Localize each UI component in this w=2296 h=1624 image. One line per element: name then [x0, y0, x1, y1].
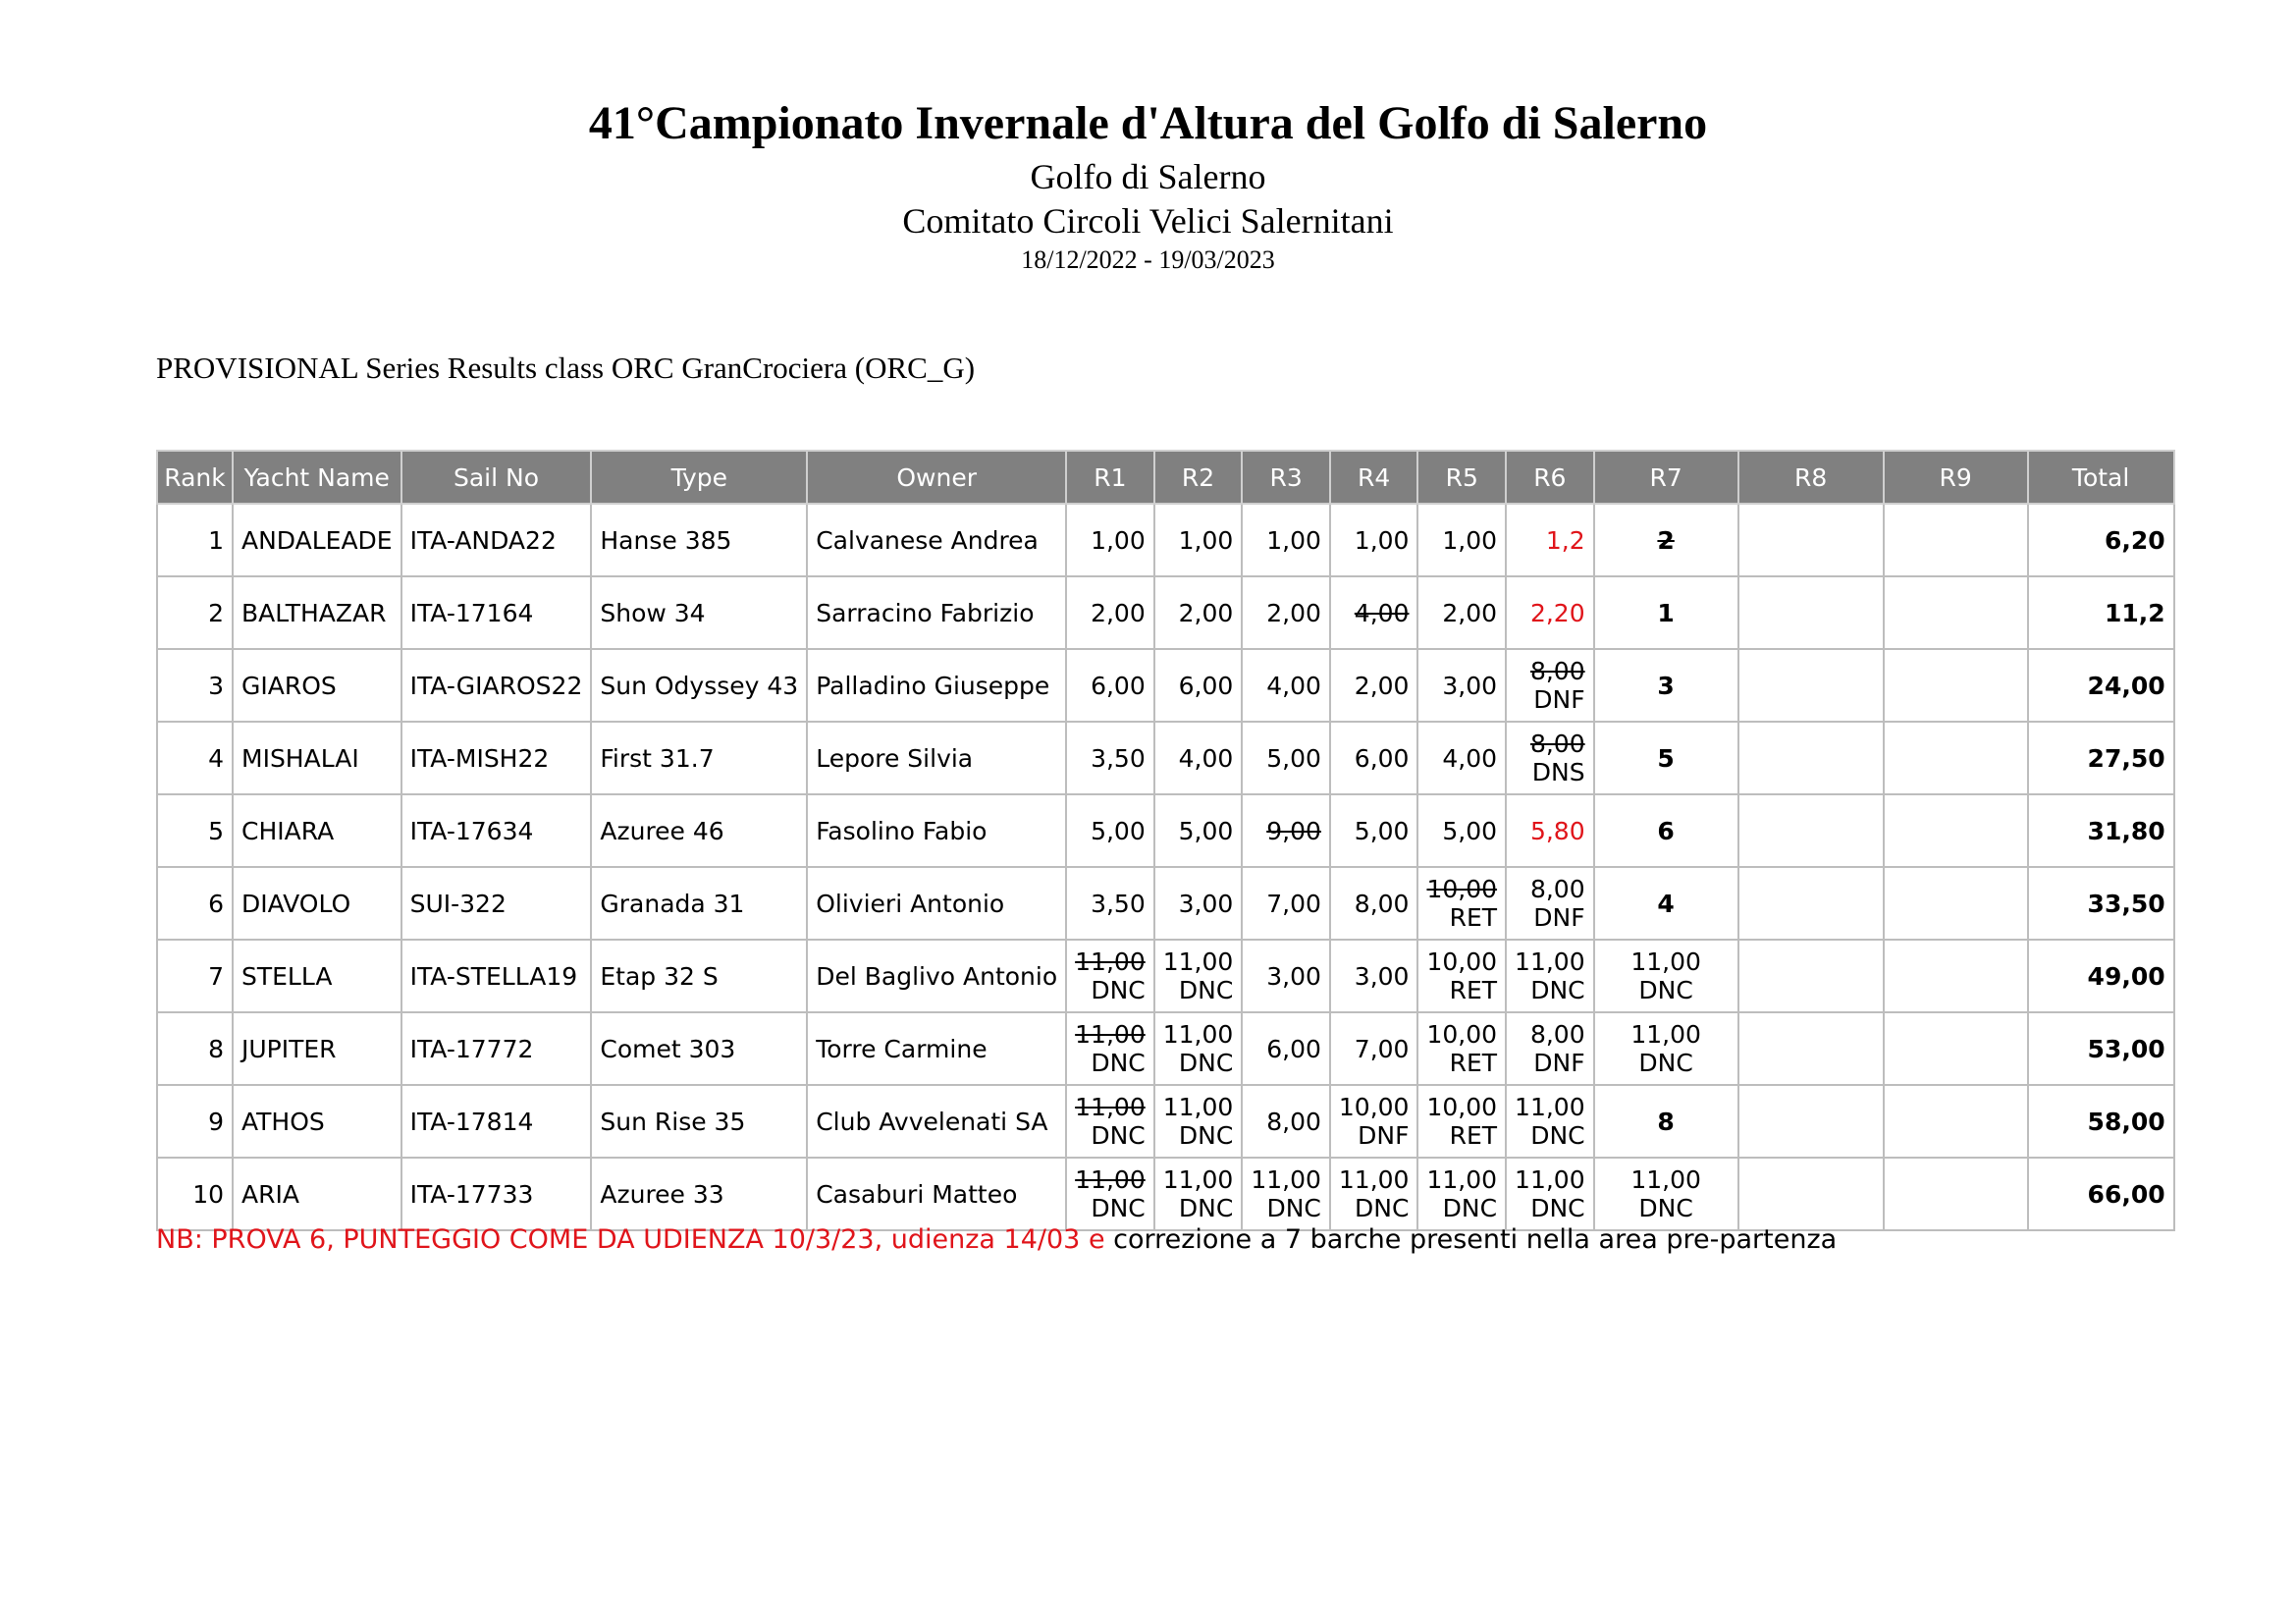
race-cell-r4	[1330, 1158, 1418, 1230]
column-header-r1: R1	[1066, 451, 1154, 504]
column-header-rank: Rank	[157, 451, 233, 504]
header-row	[157, 451, 2174, 504]
total-cell: 6,20	[2028, 504, 2174, 576]
total-cell: 66,00	[2028, 1158, 2174, 1230]
race-score: 10,00	[1426, 875, 1498, 903]
race-cell-r3	[1242, 649, 1330, 722]
results-header	[157, 451, 2174, 504]
column-header-r6: R6	[1506, 451, 1594, 504]
race-score: 6,00	[1091, 671, 1146, 700]
organizer: Comitato Circoli Velici Salernitani	[902, 201, 1394, 241]
owner-cell: Sarracino Fabrizio	[807, 576, 1066, 649]
race-cell-r7	[1594, 722, 1738, 794]
table-row	[157, 1012, 2174, 1085]
rank-cell: 6	[157, 867, 233, 940]
race-score: 7,00	[1354, 1034, 1410, 1063]
race-cell-r2	[1154, 504, 1243, 576]
race-score: 8,00	[1529, 657, 1585, 685]
race-cell-r6	[1506, 576, 1594, 649]
race-score: 2,00	[1354, 671, 1410, 700]
race-cell-r2	[1154, 576, 1243, 649]
race-score: 4,00	[1354, 598, 1410, 627]
race-code: RET	[1449, 1049, 1498, 1077]
race-cell-r8	[1738, 1012, 1884, 1085]
race-code: DNC	[1178, 1049, 1234, 1077]
total-cell: 49,00	[2028, 940, 2174, 1012]
race-cell-r4	[1330, 794, 1418, 867]
yacht-name-cell: ARIA	[233, 1158, 401, 1230]
yacht-name-cell: JUPITER	[233, 1012, 401, 1085]
race-score: 3,00	[1354, 961, 1410, 991]
race-cell-r8	[1738, 722, 1884, 794]
rank-cell: 10	[157, 1158, 233, 1230]
race-score: 8,00	[1266, 1107, 1321, 1136]
rank-cell: 3	[157, 649, 233, 722]
venue: Golfo di Salerno	[1030, 157, 1266, 196]
race-cell-r6	[1506, 940, 1594, 1012]
race-score: 8	[1657, 1107, 1675, 1136]
race-score: 3,50	[1091, 743, 1146, 773]
race-code: DNC	[1091, 1049, 1146, 1077]
race-cell-r4	[1330, 722, 1418, 794]
owner-cell: Torre Carmine	[807, 1012, 1066, 1085]
race-cell-r5	[1417, 940, 1506, 1012]
race-cell-r3	[1242, 1012, 1330, 1085]
sail-no-cell: ITA-17814	[401, 1085, 592, 1158]
race-cell-r1	[1066, 1085, 1154, 1158]
race-code: DNS	[1531, 758, 1585, 786]
race-cell-r9	[1884, 504, 2028, 576]
race-code: DNC	[1638, 1194, 1693, 1222]
race-score: 11,00	[1630, 947, 1701, 976]
race-score: 1,00	[1354, 525, 1410, 555]
race-cell-r9	[1884, 1085, 2028, 1158]
race-score: 1,00	[1091, 525, 1146, 555]
race-score: 11,00	[1426, 1165, 1498, 1194]
race-cell-r9	[1884, 867, 2028, 940]
race-score: 8,00	[1529, 1020, 1585, 1049]
race-score: 8,00	[1354, 889, 1410, 918]
race-code: DNC	[1530, 1194, 1585, 1222]
sail-no-cell: SUI-322	[401, 867, 592, 940]
table-row	[157, 867, 2174, 940]
race-cell-r8	[1738, 576, 1884, 649]
table-row	[157, 576, 2174, 649]
owner-cell: Olivieri Antonio	[807, 867, 1066, 940]
race-cell-r2	[1154, 940, 1243, 1012]
race-cell-r3	[1242, 722, 1330, 794]
race-cell-r1	[1066, 576, 1154, 649]
race-cell-r8	[1738, 867, 1884, 940]
race-score: 6,00	[1266, 1034, 1321, 1063]
owner-cell: Lepore Silvia	[807, 722, 1066, 794]
race-cell-r7	[1594, 940, 1738, 1012]
race-score: 3,00	[1178, 889, 1234, 918]
race-cell-r9	[1884, 940, 2028, 1012]
race-score: 10,00	[1426, 947, 1498, 976]
yacht-name-cell: MISHALAI	[233, 722, 401, 794]
race-score: 5,00	[1442, 816, 1498, 845]
rank-cell: 2	[157, 576, 233, 649]
race-score: 2,00	[1178, 598, 1234, 627]
race-cell-r3	[1242, 794, 1330, 867]
race-cell-r6	[1506, 504, 1594, 576]
column-header-r2: R2	[1154, 451, 1243, 504]
type-cell: Sun Odyssey 43	[591, 649, 807, 722]
column-header-type: Type	[591, 451, 807, 504]
race-score: 1,00	[1266, 525, 1321, 555]
column-header-r8: R8	[1738, 451, 1884, 504]
race-cell-r7	[1594, 1012, 1738, 1085]
rank-cell: 5	[157, 794, 233, 867]
table-row	[157, 940, 2174, 1012]
race-cell-r5	[1417, 649, 1506, 722]
race-score: 10,00	[1426, 1020, 1498, 1049]
type-cell: Comet 303	[591, 1012, 807, 1085]
race-code: DNC	[1091, 1121, 1146, 1150]
race-cell-r5	[1417, 1158, 1506, 1230]
race-code: DNF	[1358, 1121, 1410, 1150]
owner-cell: Palladino Giuseppe	[807, 649, 1066, 722]
race-score: 2,00	[1091, 598, 1146, 627]
race-code: DNF	[1533, 1049, 1585, 1077]
race-code: DNC	[1091, 1194, 1146, 1222]
race-score: 2,20	[1529, 598, 1585, 627]
race-cell-r9	[1884, 1012, 2028, 1085]
sail-no-cell: ITA-17733	[401, 1158, 592, 1230]
race-score: 10,00	[1426, 1093, 1498, 1121]
race-cell-r8	[1738, 940, 1884, 1012]
footnote-black: correzione a 7 barche presenti nella area pre-partenza	[1104, 1224, 1838, 1255]
rank-cell: 8	[157, 1012, 233, 1085]
race-score: 11,00	[1162, 1093, 1234, 1121]
race-cell-r2	[1154, 1085, 1243, 1158]
race-score: 6	[1657, 816, 1675, 845]
race-score: 9,00	[1266, 816, 1321, 845]
rank-cell: 1	[157, 504, 233, 576]
total-cell: 11,2	[2028, 576, 2174, 649]
race-cell-r7	[1594, 1085, 1738, 1158]
column-header-r9: R9	[1884, 451, 2028, 504]
race-cell-r7	[1594, 1158, 1738, 1230]
race-cell-r7	[1594, 867, 1738, 940]
yacht-name-cell: BALTHAZAR	[233, 576, 401, 649]
race-cell-r1	[1066, 794, 1154, 867]
sail-no-cell: ITA-17772	[401, 1012, 592, 1085]
sail-no-cell: ITA-17164	[401, 576, 592, 649]
table-row	[157, 649, 2174, 722]
rank-cell: 7	[157, 940, 233, 1012]
results-body	[157, 504, 2174, 1230]
table-row	[157, 722, 2174, 794]
race-score: 5,80	[1529, 816, 1585, 845]
race-score: 3,50	[1091, 889, 1146, 918]
race-score: 3,00	[1442, 671, 1498, 700]
sail-no-cell: ITA-GIAROS22	[401, 649, 592, 722]
race-score: 1,00	[1178, 525, 1234, 555]
race-cell-r6	[1506, 794, 1594, 867]
race-cell-r4	[1330, 867, 1418, 940]
race-code: DNF	[1533, 685, 1585, 714]
race-score: 11,00	[1075, 1020, 1146, 1049]
total-cell: 24,00	[2028, 649, 2174, 722]
race-score: 5,00	[1354, 816, 1410, 845]
owner-cell: Fasolino Fabio	[807, 794, 1066, 867]
race-cell-r4	[1330, 649, 1418, 722]
table-row	[157, 1158, 2174, 1230]
sail-no-cell: ITA-17634	[401, 794, 592, 867]
race-cell-r1	[1066, 649, 1154, 722]
race-score: 1	[1657, 598, 1675, 627]
race-cell-r5	[1417, 867, 1506, 940]
race-cell-r1	[1066, 1158, 1154, 1230]
race-code: DNC	[1355, 1194, 1410, 1222]
race-score: 11,00	[1515, 1093, 1585, 1121]
race-code: DNC	[1178, 1194, 1234, 1222]
race-cell-r4	[1330, 576, 1418, 649]
column-header-owner: Owner	[807, 451, 1066, 504]
race-code: DNC	[1091, 976, 1146, 1004]
race-code: DNC	[1638, 976, 1693, 1004]
race-cell-r6	[1506, 1158, 1594, 1230]
race-code: DNC	[1266, 1194, 1321, 1222]
total-cell: 31,80	[2028, 794, 2174, 867]
yacht-name-cell: DIAVOLO	[233, 867, 401, 940]
event-dates: 18/12/2022 - 19/03/2023	[1021, 245, 1275, 274]
series-title: PROVISIONAL Series Results class ORC GranCrociera (ORC_G)	[156, 351, 976, 385]
race-cell-r6	[1506, 722, 1594, 794]
total-cell: 27,50	[2028, 722, 2174, 794]
race-code: DNC	[1530, 976, 1585, 1004]
race-cell-r8	[1738, 794, 1884, 867]
race-cell-r5	[1417, 1085, 1506, 1158]
race-score: 3,00	[1266, 961, 1321, 991]
race-cell-r7	[1594, 504, 1738, 576]
total-cell: 33,50	[2028, 867, 2174, 940]
race-score: 10,00	[1338, 1093, 1410, 1121]
race-cell-r9	[1884, 1158, 2028, 1230]
race-score: 8,00	[1529, 730, 1585, 758]
total-cell: 53,00	[2028, 1012, 2174, 1085]
type-cell: Azuree 46	[591, 794, 807, 867]
race-cell-r2	[1154, 1158, 1243, 1230]
race-cell-r7	[1594, 794, 1738, 867]
race-score: 3	[1657, 671, 1675, 700]
race-score: 4,00	[1266, 671, 1321, 700]
race-cell-r7	[1594, 649, 1738, 722]
rank-cell: 9	[157, 1085, 233, 1158]
yacht-name-cell: GIAROS	[233, 649, 401, 722]
race-cell-r8	[1738, 1158, 1884, 1230]
race-code: RET	[1449, 976, 1498, 1004]
column-header-r7: R7	[1594, 451, 1738, 504]
race-code: DNC	[1638, 1049, 1693, 1077]
race-cell-r2	[1154, 1012, 1243, 1085]
yacht-name-cell: ATHOS	[233, 1085, 401, 1158]
column-header-sail-no: Sail No	[401, 451, 592, 504]
sail-no-cell: ITA-ANDA22	[401, 504, 592, 576]
race-code: RET	[1449, 903, 1498, 932]
race-cell-r8	[1738, 649, 1884, 722]
type-cell: Hanse 385	[591, 504, 807, 576]
race-score: 11,00	[1162, 1165, 1234, 1194]
type-cell: First 31.7	[591, 722, 807, 794]
table-row	[157, 1085, 2174, 1158]
race-cell-r5	[1417, 794, 1506, 867]
race-score: 1,2	[1545, 525, 1585, 555]
race-cell-r4	[1330, 1012, 1418, 1085]
race-cell-r4	[1330, 504, 1418, 576]
race-code: DNF	[1533, 903, 1585, 932]
owner-cell: Casaburi Matteo	[807, 1158, 1066, 1230]
results-table	[156, 450, 2175, 1231]
race-cell-r6	[1506, 649, 1594, 722]
race-cell-r1	[1066, 504, 1154, 576]
race-score: 5,00	[1266, 743, 1321, 773]
column-header-yacht-name: Yacht Name	[233, 451, 401, 504]
race-code: DNC	[1178, 976, 1234, 1004]
race-score: 2,00	[1266, 598, 1321, 627]
race-score: 2,00	[1442, 598, 1498, 627]
race-cell-r9	[1884, 649, 2028, 722]
race-score: 8,00	[1529, 875, 1585, 903]
footnote-red: NB: PROVA 6, PUNTEGGIO COME DA UDIENZA 10/3/23, udienza 14/03 e	[156, 1224, 1105, 1255]
type-cell: Show 34	[591, 576, 807, 649]
race-cell-r1	[1066, 722, 1154, 794]
race-cell-r1	[1066, 867, 1154, 940]
race-score: 11,00	[1515, 1165, 1585, 1194]
race-code: RET	[1449, 1121, 1498, 1150]
owner-cell: Del Baglivo Antonio	[807, 940, 1066, 1012]
race-score: 11,00	[1630, 1165, 1701, 1194]
footnote	[156, 1223, 1837, 1257]
race-score: 2	[1657, 525, 1675, 555]
race-score: 4,00	[1178, 743, 1234, 773]
race-score: 7,00	[1266, 889, 1321, 918]
race-cell-r4	[1330, 940, 1418, 1012]
race-cell-r4	[1330, 1085, 1418, 1158]
race-cell-r3	[1242, 867, 1330, 940]
race-score: 5,00	[1091, 816, 1146, 845]
race-score: 11,00	[1338, 1165, 1410, 1194]
owner-cell: Club Avvelenati SA	[807, 1085, 1066, 1158]
race-cell-r5	[1417, 576, 1506, 649]
race-cell-r1	[1066, 940, 1154, 1012]
yacht-name-cell: ANDALEADE	[233, 504, 401, 576]
race-cell-r8	[1738, 504, 1884, 576]
race-cell-r5	[1417, 1012, 1506, 1085]
yacht-name-cell: STELLA	[233, 940, 401, 1012]
race-cell-r6	[1506, 867, 1594, 940]
race-score: 11,00	[1630, 1020, 1701, 1049]
race-score: 4	[1657, 889, 1675, 918]
race-score: 11,00	[1162, 1020, 1234, 1049]
race-cell-r2	[1154, 649, 1243, 722]
race-score: 5	[1657, 743, 1675, 773]
race-cell-r3	[1242, 1158, 1330, 1230]
race-cell-r8	[1738, 1085, 1884, 1158]
race-score: 11,00	[1075, 947, 1146, 976]
championship-title: 41°Campionato Invernale d'Altura del Golfo di Salerno	[588, 97, 1708, 149]
race-cell-r5	[1417, 722, 1506, 794]
type-cell: Sun Rise 35	[591, 1085, 807, 1158]
race-score: 5,00	[1178, 816, 1234, 845]
race-code: DNC	[1442, 1194, 1498, 1222]
sail-no-cell: ITA-MISH22	[401, 722, 592, 794]
race-cell-r5	[1417, 504, 1506, 576]
race-score: 11,00	[1251, 1165, 1321, 1194]
race-score: 11,00	[1162, 947, 1234, 976]
race-score: 1,00	[1442, 525, 1498, 555]
sail-no-cell: ITA-STELLA19	[401, 940, 592, 1012]
type-cell: Granada 31	[591, 867, 807, 940]
race-cell-r6	[1506, 1012, 1594, 1085]
column-header-r4: R4	[1330, 451, 1418, 504]
owner-cell: Calvanese Andrea	[807, 504, 1066, 576]
rank-cell: 4	[157, 722, 233, 794]
race-cell-r6	[1506, 1085, 1594, 1158]
column-header-total: Total	[2028, 451, 2174, 504]
race-score: 11,00	[1075, 1165, 1146, 1194]
race-cell-r9	[1884, 722, 2028, 794]
race-score: 6,00	[1354, 743, 1410, 773]
race-cell-r2	[1154, 867, 1243, 940]
type-cell: Azuree 33	[591, 1158, 807, 1230]
column-header-r3: R3	[1242, 451, 1330, 504]
race-score: 11,00	[1515, 947, 1585, 976]
column-header-r5: R5	[1417, 451, 1506, 504]
race-cell-r3	[1242, 504, 1330, 576]
race-cell-r2	[1154, 794, 1243, 867]
race-cell-r1	[1066, 1012, 1154, 1085]
race-cell-r7	[1594, 576, 1738, 649]
race-cell-r2	[1154, 722, 1243, 794]
total-cell: 58,00	[2028, 1085, 2174, 1158]
race-code: DNC	[1178, 1121, 1234, 1150]
race-cell-r9	[1884, 794, 2028, 867]
race-cell-r3	[1242, 1085, 1330, 1158]
race-cell-r3	[1242, 576, 1330, 649]
race-code: DNC	[1530, 1121, 1585, 1150]
yacht-name-cell: CHIARA	[233, 794, 401, 867]
race-score: 4,00	[1442, 743, 1498, 773]
type-cell: Etap 32 S	[591, 940, 807, 1012]
table-row	[157, 504, 2174, 576]
race-cell-r9	[1884, 576, 2028, 649]
race-score: 6,00	[1178, 671, 1234, 700]
table-row	[157, 794, 2174, 867]
race-cell-r3	[1242, 940, 1330, 1012]
race-score: 11,00	[1075, 1093, 1146, 1121]
